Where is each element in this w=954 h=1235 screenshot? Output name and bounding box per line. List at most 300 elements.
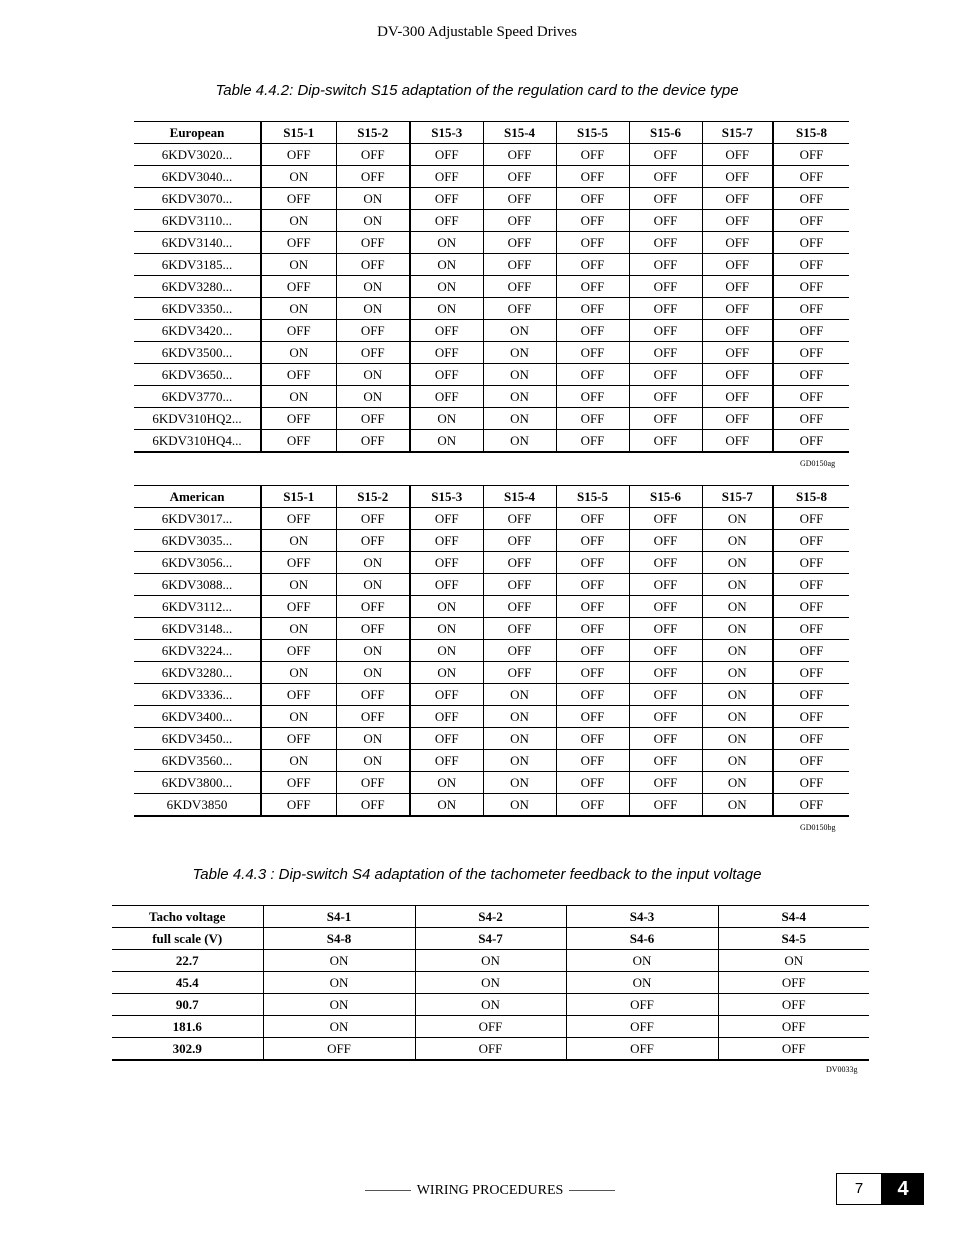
column-header-s15-5: S15-5 — [556, 122, 629, 144]
table-4-4-3-caption: Table 4.4.3 : Dip-switch S4 adaptation of the tachometer feedback to the input voltage — [192, 866, 762, 883]
model-cell: 6KDV3400... — [134, 706, 261, 728]
switch-cell: OFF — [556, 640, 629, 662]
model-cell: 6KDV3224... — [134, 640, 261, 662]
switch-cell: OFF — [702, 386, 773, 408]
model-cell: 6KDV310HQ4... — [134, 430, 261, 453]
switch-cell: OFF — [556, 728, 629, 750]
switch-cell: ON — [410, 794, 483, 817]
switch-cell: ON — [261, 254, 336, 276]
column-header-switch: S4-4 — [718, 906, 869, 928]
switch-cell: ON — [336, 552, 410, 574]
switch-cell: ON — [702, 794, 773, 817]
switch-cell: OFF — [483, 508, 556, 530]
switch-cell: OFF — [261, 144, 336, 166]
switch-cell: ON — [410, 618, 483, 640]
switch-cell: OFF — [702, 144, 773, 166]
switch-cell: OFF — [702, 188, 773, 210]
table-row — [134, 166, 849, 188]
switch-cell: OFF — [702, 254, 773, 276]
column-header-s15-7: S15-7 — [702, 122, 773, 144]
switch-cell: OFF — [556, 386, 629, 408]
switch-cell: OFF — [261, 596, 336, 618]
column-header-switch: S4-1 — [263, 906, 415, 928]
footer-section-title: WIRING PROCEDURES — [416, 1183, 564, 1198]
switch-cell: ON — [263, 972, 415, 994]
switch-cell: OFF — [629, 728, 702, 750]
switch-cell: OFF — [773, 508, 849, 530]
switch-cell: ON — [336, 210, 410, 232]
switch-cell: OFF — [556, 706, 629, 728]
model-cell: 6KDV3560... — [134, 750, 261, 772]
switch-cell: OFF — [629, 640, 702, 662]
switch-cell: OFF — [336, 232, 410, 254]
model-cell: 6KDV3148... — [134, 618, 261, 640]
column-header-model: American — [134, 486, 261, 508]
switch-cell: OFF — [566, 1016, 718, 1038]
switch-cell: ON — [261, 530, 336, 552]
switch-cell: OFF — [629, 210, 702, 232]
switch-cell: OFF — [556, 684, 629, 706]
switch-cell: OFF — [556, 210, 629, 232]
switch-cell: ON — [261, 166, 336, 188]
model-cell: 6KDV3280... — [134, 662, 261, 684]
model-cell: 6KDV3110... — [134, 210, 261, 232]
switch-cell: OFF — [556, 530, 629, 552]
switch-cell: OFF — [415, 1016, 566, 1038]
switch-cell: ON — [718, 950, 869, 972]
switch-cell: OFF — [556, 794, 629, 817]
table-row — [134, 750, 849, 772]
model-cell: 6KDV3112... — [134, 596, 261, 618]
switch-cell: OFF — [773, 772, 849, 794]
column-header-s15-4: S15-4 — [483, 486, 556, 508]
model-cell: 6KDV3056... — [134, 552, 261, 574]
switch-cell: OFF — [702, 276, 773, 298]
switch-cell: OFF — [410, 684, 483, 706]
table-row — [134, 342, 849, 364]
switch-cell: OFF — [410, 364, 483, 386]
switch-cell: ON — [336, 364, 410, 386]
switch-cell: ON — [336, 298, 410, 320]
switch-cell: ON — [336, 188, 410, 210]
running-header: DV-300 Adjustable Speed Drives — [377, 24, 577, 40]
table-row — [134, 728, 849, 750]
switch-cell: OFF — [773, 552, 849, 574]
voltage-cell: 22.7 — [112, 950, 263, 972]
switch-cell: OFF — [556, 342, 629, 364]
switch-cell: OFF — [629, 750, 702, 772]
switch-cell: ON — [410, 232, 483, 254]
switch-cell: ON — [263, 994, 415, 1016]
table-row — [134, 144, 849, 166]
switch-cell: OFF — [261, 430, 336, 453]
tacho-dip-switch-table — [112, 905, 869, 1061]
switch-cell: OFF — [261, 772, 336, 794]
table-row — [134, 640, 849, 662]
column-header-s15-8: S15-8 — [773, 486, 849, 508]
switch-cell: OFF — [336, 684, 410, 706]
switch-cell: ON — [483, 728, 556, 750]
model-cell: 6KDV3850 — [134, 794, 261, 817]
switch-cell: ON — [410, 254, 483, 276]
switch-cell: OFF — [702, 232, 773, 254]
switch-cell: OFF — [556, 364, 629, 386]
switch-cell: OFF — [410, 210, 483, 232]
table-row — [112, 1016, 869, 1038]
table-row — [134, 188, 849, 210]
switch-cell: OFF — [773, 254, 849, 276]
switch-cell: OFF — [773, 364, 849, 386]
column-header-s15-3: S15-3 — [410, 486, 483, 508]
switch-cell: OFF — [410, 706, 483, 728]
switch-cell: OFF — [410, 574, 483, 596]
switch-cell: OFF — [483, 596, 556, 618]
switch-cell: OFF — [261, 728, 336, 750]
table-row — [112, 994, 869, 1016]
switch-cell: ON — [410, 772, 483, 794]
switch-cell: OFF — [773, 706, 849, 728]
table-row — [134, 364, 849, 386]
table-header-row — [112, 906, 869, 928]
footer-section — [354, 1183, 626, 1199]
switch-cell: OFF — [566, 1038, 718, 1061]
switch-cell: OFF — [629, 794, 702, 817]
model-cell: 6KDV3035... — [134, 530, 261, 552]
switch-cell: OFF — [773, 596, 849, 618]
switch-cell: OFF — [483, 618, 556, 640]
table-header-row — [134, 486, 849, 508]
switch-cell: OFF — [629, 276, 702, 298]
switch-cell: ON — [702, 706, 773, 728]
column-header-switch: S4-6 — [566, 928, 718, 950]
switch-cell: ON — [483, 684, 556, 706]
table-row — [134, 408, 849, 430]
switch-cell: ON — [261, 298, 336, 320]
table-header-row — [134, 122, 849, 144]
table-row — [112, 1038, 869, 1061]
switch-cell: OFF — [702, 210, 773, 232]
switch-cell: ON — [415, 950, 566, 972]
switch-cell: OFF — [336, 254, 410, 276]
switch-cell: ON — [415, 994, 566, 1016]
switch-cell: ON — [702, 772, 773, 794]
switch-cell: OFF — [410, 508, 483, 530]
switch-cell: OFF — [773, 342, 849, 364]
switch-cell: ON — [483, 750, 556, 772]
switch-cell: OFF — [483, 210, 556, 232]
footer-rule-right — [569, 1190, 615, 1191]
switch-cell: OFF — [261, 232, 336, 254]
model-cell: 6KDV3500... — [134, 342, 261, 364]
switch-cell: OFF — [773, 430, 849, 453]
switch-cell: OFF — [773, 684, 849, 706]
page-number: 7 — [836, 1173, 882, 1205]
table-row — [134, 276, 849, 298]
switch-cell: OFF — [773, 408, 849, 430]
switch-cell: OFF — [629, 232, 702, 254]
switch-cell: OFF — [718, 1016, 869, 1038]
switch-cell: OFF — [629, 618, 702, 640]
switch-cell: OFF — [410, 386, 483, 408]
switch-cell: OFF — [556, 772, 629, 794]
switch-cell: OFF — [773, 232, 849, 254]
switch-cell: ON — [483, 430, 556, 453]
american-dip-switch-table — [134, 485, 849, 817]
switch-cell: ON — [566, 950, 718, 972]
switch-cell: ON — [261, 662, 336, 684]
column-header-switch: S4-3 — [566, 906, 718, 928]
switch-cell: OFF — [629, 188, 702, 210]
switch-cell: ON — [483, 772, 556, 794]
switch-cell: OFF — [556, 618, 629, 640]
switch-cell: OFF — [261, 276, 336, 298]
switch-cell: ON — [702, 508, 773, 530]
switch-cell: ON — [336, 276, 410, 298]
table-row — [134, 430, 849, 453]
switch-cell: OFF — [629, 144, 702, 166]
column-header-switch: S4-7 — [415, 928, 566, 950]
switch-cell: OFF — [556, 320, 629, 342]
column-header-s15-1: S15-1 — [261, 122, 336, 144]
switch-cell: ON — [261, 342, 336, 364]
switch-cell: OFF — [556, 430, 629, 453]
switch-cell: OFF — [336, 408, 410, 430]
switch-cell: OFF — [556, 188, 629, 210]
switch-cell: ON — [702, 728, 773, 750]
switch-cell: OFF — [556, 232, 629, 254]
switch-cell: OFF — [556, 750, 629, 772]
switch-cell: OFF — [629, 364, 702, 386]
switch-cell: ON — [483, 320, 556, 342]
switch-cell: OFF — [336, 530, 410, 552]
switch-cell: OFF — [556, 508, 629, 530]
model-cell: 6KDV3450... — [134, 728, 261, 750]
switch-cell: OFF — [773, 166, 849, 188]
switch-cell: OFF — [336, 508, 410, 530]
voltage-cell: 45.4 — [112, 972, 263, 994]
switch-cell: OFF — [718, 994, 869, 1016]
switch-cell: OFF — [629, 574, 702, 596]
switch-cell: OFF — [261, 640, 336, 662]
switch-cell: OFF — [483, 276, 556, 298]
switch-cell: OFF — [629, 706, 702, 728]
switch-cell: OFF — [336, 320, 410, 342]
switch-cell: ON — [702, 530, 773, 552]
column-header-s15-1: S15-1 — [261, 486, 336, 508]
switch-cell: OFF — [773, 320, 849, 342]
switch-cell: OFF — [556, 662, 629, 684]
switch-cell: OFF — [629, 662, 702, 684]
switch-cell: ON — [261, 750, 336, 772]
model-cell: 6KDV3800... — [134, 772, 261, 794]
switch-cell: OFF — [702, 166, 773, 188]
switch-cell: OFF — [261, 320, 336, 342]
switch-cell: ON — [702, 640, 773, 662]
switch-cell: OFF — [336, 342, 410, 364]
switch-cell: OFF — [773, 794, 849, 817]
column-header-s15-3: S15-3 — [410, 122, 483, 144]
switch-cell: OFF — [629, 552, 702, 574]
table-row — [134, 298, 849, 320]
switch-cell: OFF — [410, 750, 483, 772]
table-row — [134, 254, 849, 276]
model-cell: 6KDV310HQ2... — [134, 408, 261, 430]
model-cell: 6KDV3070... — [134, 188, 261, 210]
switch-cell: OFF — [263, 1038, 415, 1061]
switch-cell: ON — [336, 386, 410, 408]
switch-cell: OFF — [702, 342, 773, 364]
model-cell: 6KDV3017... — [134, 508, 261, 530]
switch-cell: ON — [263, 1016, 415, 1038]
table-row — [134, 552, 849, 574]
switch-cell: OFF — [556, 144, 629, 166]
switch-cell: OFF — [410, 530, 483, 552]
model-cell: 6KDV3336... — [134, 684, 261, 706]
table-row — [134, 662, 849, 684]
switch-cell: ON — [261, 386, 336, 408]
switch-cell: OFF — [410, 144, 483, 166]
table-4-4-2-caption: Table 4.4.2: Dip-switch S15 adaptation of the regulation card to the device type — [215, 82, 739, 99]
switch-cell: OFF — [773, 640, 849, 662]
table-row — [134, 772, 849, 794]
table-row — [134, 508, 849, 530]
table-row — [134, 574, 849, 596]
switch-cell: ON — [336, 574, 410, 596]
table-row — [134, 530, 849, 552]
switch-cell: OFF — [773, 298, 849, 320]
switch-cell: OFF — [702, 430, 773, 453]
column-header-model: European — [134, 122, 261, 144]
switch-cell: OFF — [483, 530, 556, 552]
switch-cell: OFF — [566, 994, 718, 1016]
figure-code-european: GD0150ag — [800, 459, 836, 468]
column-header-s15-8: S15-8 — [773, 122, 849, 144]
switch-cell: OFF — [629, 684, 702, 706]
model-cell: 6KDV3185... — [134, 254, 261, 276]
switch-cell: OFF — [629, 530, 702, 552]
switch-cell: OFF — [773, 750, 849, 772]
switch-cell: OFF — [718, 972, 869, 994]
table-header-row — [112, 928, 869, 950]
table-row — [134, 232, 849, 254]
switch-cell: OFF — [773, 662, 849, 684]
switch-cell: OFF — [483, 166, 556, 188]
model-cell: 6KDV3088... — [134, 574, 261, 596]
european-dip-switch-table — [134, 121, 849, 453]
switch-cell: OFF — [773, 728, 849, 750]
switch-cell: ON — [261, 574, 336, 596]
switch-cell: OFF — [556, 408, 629, 430]
switch-cell: ON — [410, 430, 483, 453]
switch-cell: OFF — [773, 386, 849, 408]
switch-cell: ON — [261, 706, 336, 728]
switch-cell: OFF — [556, 254, 629, 276]
switch-cell: ON — [702, 662, 773, 684]
table-row — [134, 320, 849, 342]
switch-cell: OFF — [261, 684, 336, 706]
table-row — [134, 386, 849, 408]
switch-cell: ON — [702, 596, 773, 618]
switch-cell: OFF — [336, 144, 410, 166]
voltage-cell: 90.7 — [112, 994, 263, 1016]
switch-cell: OFF — [410, 728, 483, 750]
switch-cell: OFF — [261, 408, 336, 430]
model-cell: 6KDV3770... — [134, 386, 261, 408]
column-header-tacho-voltage: Tacho voltage — [112, 906, 263, 928]
column-header-s15-7: S15-7 — [702, 486, 773, 508]
switch-cell: ON — [483, 706, 556, 728]
switch-cell: ON — [483, 364, 556, 386]
switch-cell: ON — [263, 950, 415, 972]
table-row — [134, 684, 849, 706]
switch-cell: OFF — [261, 364, 336, 386]
switch-cell: OFF — [629, 298, 702, 320]
switch-cell: OFF — [410, 320, 483, 342]
switch-cell: OFF — [629, 254, 702, 276]
switch-cell: OFF — [410, 166, 483, 188]
switch-cell: OFF — [483, 640, 556, 662]
switch-cell: OFF — [556, 298, 629, 320]
switch-cell: OFF — [483, 552, 556, 574]
switch-cell: OFF — [483, 232, 556, 254]
switch-cell: OFF — [629, 320, 702, 342]
switch-cell: ON — [483, 794, 556, 817]
switch-cell: ON — [702, 618, 773, 640]
footer-rule-left — [365, 1190, 411, 1191]
switch-cell: OFF — [629, 508, 702, 530]
switch-cell: OFF — [702, 298, 773, 320]
switch-cell: OFF — [773, 574, 849, 596]
switch-cell: OFF — [483, 662, 556, 684]
switch-cell: ON — [702, 684, 773, 706]
switch-cell: ON — [261, 210, 336, 232]
switch-cell: OFF — [702, 320, 773, 342]
switch-cell: OFF — [629, 772, 702, 794]
switch-cell: OFF — [261, 794, 336, 817]
switch-cell: ON — [410, 596, 483, 618]
switch-cell: ON — [336, 640, 410, 662]
column-header-s15-5: S15-5 — [556, 486, 629, 508]
switch-cell: OFF — [773, 188, 849, 210]
switch-cell: OFF — [773, 618, 849, 640]
switch-cell: ON — [410, 408, 483, 430]
column-header-s15-6: S15-6 — [629, 486, 702, 508]
table-row — [134, 794, 849, 817]
switch-cell: ON — [702, 574, 773, 596]
switch-cell: ON — [410, 298, 483, 320]
switch-cell: OFF — [629, 596, 702, 618]
table-row — [134, 618, 849, 640]
switch-cell: ON — [483, 408, 556, 430]
switch-cell: OFF — [261, 552, 336, 574]
switch-cell: ON — [336, 662, 410, 684]
switch-cell: OFF — [410, 188, 483, 210]
switch-cell: ON — [410, 662, 483, 684]
switch-cell: OFF — [556, 166, 629, 188]
switch-cell: OFF — [336, 618, 410, 640]
switch-cell: OFF — [718, 1038, 869, 1061]
switch-cell: OFF — [483, 188, 556, 210]
switch-cell: OFF — [629, 166, 702, 188]
switch-cell: OFF — [415, 1038, 566, 1061]
switch-cell: OFF — [629, 430, 702, 453]
table-row — [112, 950, 869, 972]
switch-cell: OFF — [702, 408, 773, 430]
switch-cell: OFF — [556, 574, 629, 596]
switch-cell: OFF — [773, 144, 849, 166]
switch-cell: ON — [702, 552, 773, 574]
switch-cell: OFF — [702, 364, 773, 386]
